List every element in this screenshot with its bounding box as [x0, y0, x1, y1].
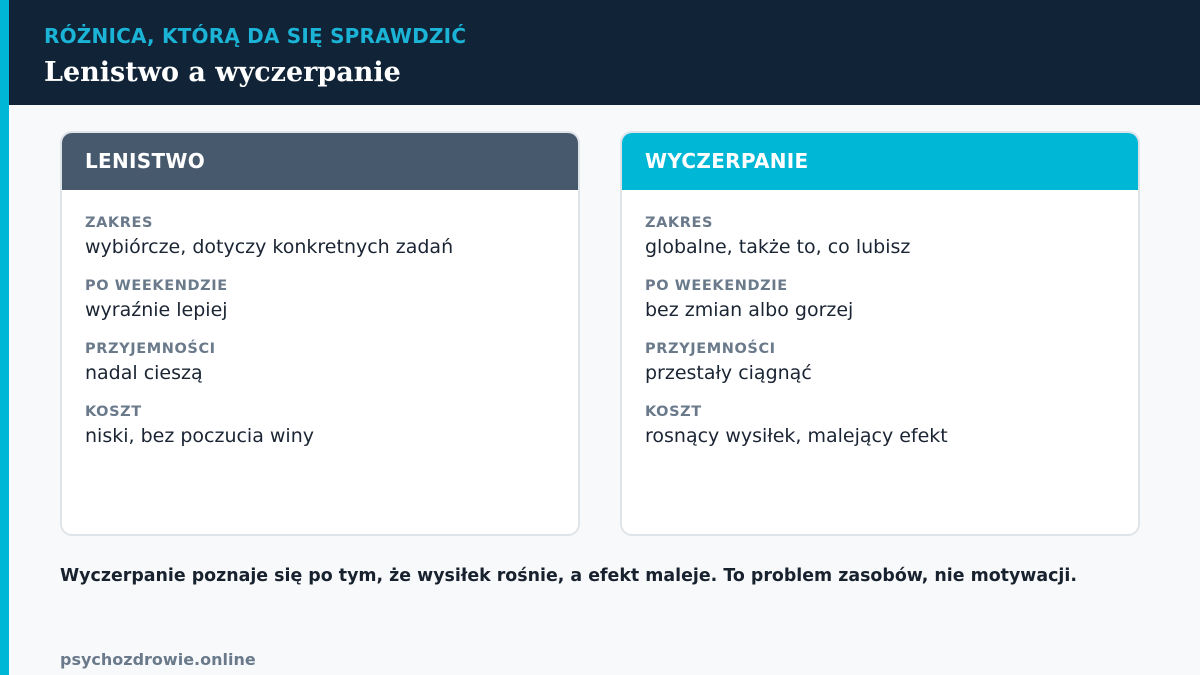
- row-przyjemnosci: [645, 340, 1138, 403]
- row-zakres: [645, 214, 1138, 277]
- card-lenistwo: [60, 131, 580, 536]
- row-po-weekendzie: [85, 277, 578, 340]
- row-value: rosnący wysiłek, malejący efekt: [645, 425, 948, 447]
- page-title: Lenistwo a wyczerpanie: [44, 57, 401, 88]
- row-label: ZAKRES: [85, 215, 154, 231]
- site-footer: psychozdrowie.online: [60, 650, 256, 669]
- row-value: wybiórcze, dotyczy konkretnych zadań: [85, 236, 454, 258]
- header: [0, 0, 1200, 105]
- row-value: globalne, także to, co lubisz: [645, 236, 911, 258]
- card-wyczerpanie: [620, 131, 1140, 536]
- row-value: przestały ciągnąć: [645, 362, 812, 384]
- row-label: KOSZT: [85, 404, 142, 420]
- row-value: niski, bez poczucia winy: [85, 425, 315, 447]
- card-rows: [62, 190, 578, 466]
- row-label: PRZYJEMNOŚCI: [85, 341, 216, 357]
- row-koszt: [85, 403, 578, 466]
- card-title: WYCZERPANIE: [622, 133, 1138, 190]
- summary-note: Wyczerpanie poznaje się po tym, że wysiłek rośnie, a efekt maleje. To problem zasobów, nie motywacji.: [60, 566, 1077, 586]
- row-koszt: [645, 403, 1138, 466]
- eyebrow: RÓŻNICA, KTÓRĄ DA SIĘ SPRAWDZIĆ: [44, 24, 467, 48]
- card-title: LENISTWO: [62, 133, 578, 190]
- row-po-weekendzie: [645, 277, 1138, 340]
- row-value: bez zmian albo gorzej: [645, 299, 854, 321]
- row-label: PO WEEKENDZIE: [85, 278, 228, 294]
- row-label: KOSZT: [645, 404, 702, 420]
- row-zakres: [85, 214, 578, 277]
- row-label: PRZYJEMNOŚCI: [645, 341, 776, 357]
- row-value: wyraźnie lepiej: [85, 299, 228, 321]
- accent-bar: [0, 0, 9, 675]
- row-value: nadal cieszą: [85, 362, 203, 384]
- row-label: PO WEEKENDZIE: [645, 278, 788, 294]
- card-rows: [622, 190, 1138, 466]
- row-label: ZAKRES: [645, 215, 714, 231]
- row-przyjemnosci: [85, 340, 578, 403]
